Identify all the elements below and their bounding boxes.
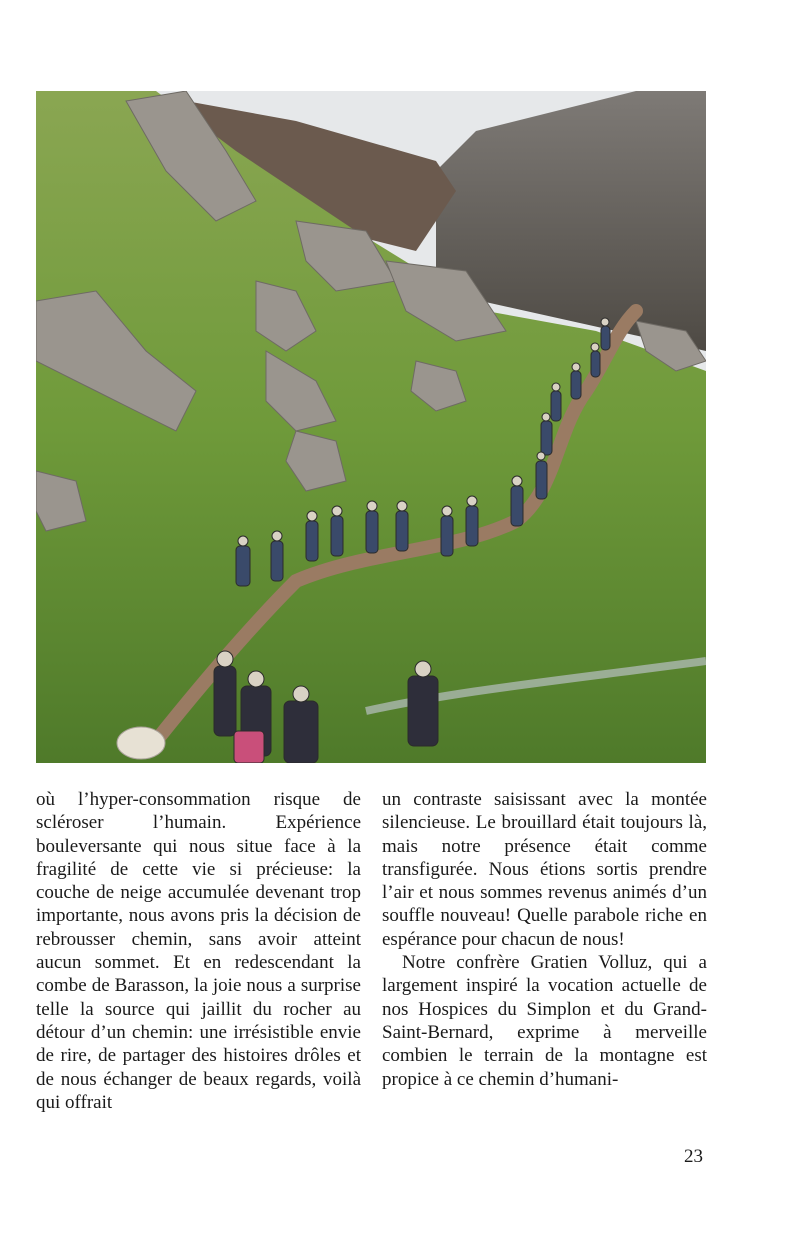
left-text-column (36, 788, 361, 1114)
mountain-hike-photo (36, 91, 706, 763)
page-number: 23 (684, 1146, 703, 1167)
photo-illustration (36, 91, 706, 763)
right-paragraph-2: Notre confrère Gratien Volluz, qui a largement inspiré la vocation actuelle de nos Hospices du Simplon et du Grand-Saint-Bernard, exprime à merveille combien le terrain de la montagne est propice à ce chemin d’humani- (382, 952, 707, 1090)
left-paragraph: où l’hyper-consommation risque de scléroser l’humain. Expérience bouleversante qui nous situe face à la fragilité de cette vie si précieuse: la couche de neige accumulée devenant trop importante, nous avons pris la décision de rebrousser chemin, sans avoir atteint aucun sommet. Et en redescendant la combe de Barasson, la joie nous a surprise telle la source qui jaillit du rocher au détour d’un chemin: une irrésistible envie de rire, de partager des histoires drôles et de nous échanger de beaux regards, voilà qui offrait (36, 789, 361, 1113)
foreground-rock (117, 727, 165, 759)
right-text-column (382, 788, 707, 1091)
right-paragraph-1: un contraste saisissant avec la montée silencieuse. Le brouillard était toujours là, mais notre présence était comme transfigurée. Nous étions sortis prendre l’air et nous sommes revenus animés d’un souffle nouveau! Quelle parabole riche en espérance pour chacun de nous! (382, 789, 707, 950)
